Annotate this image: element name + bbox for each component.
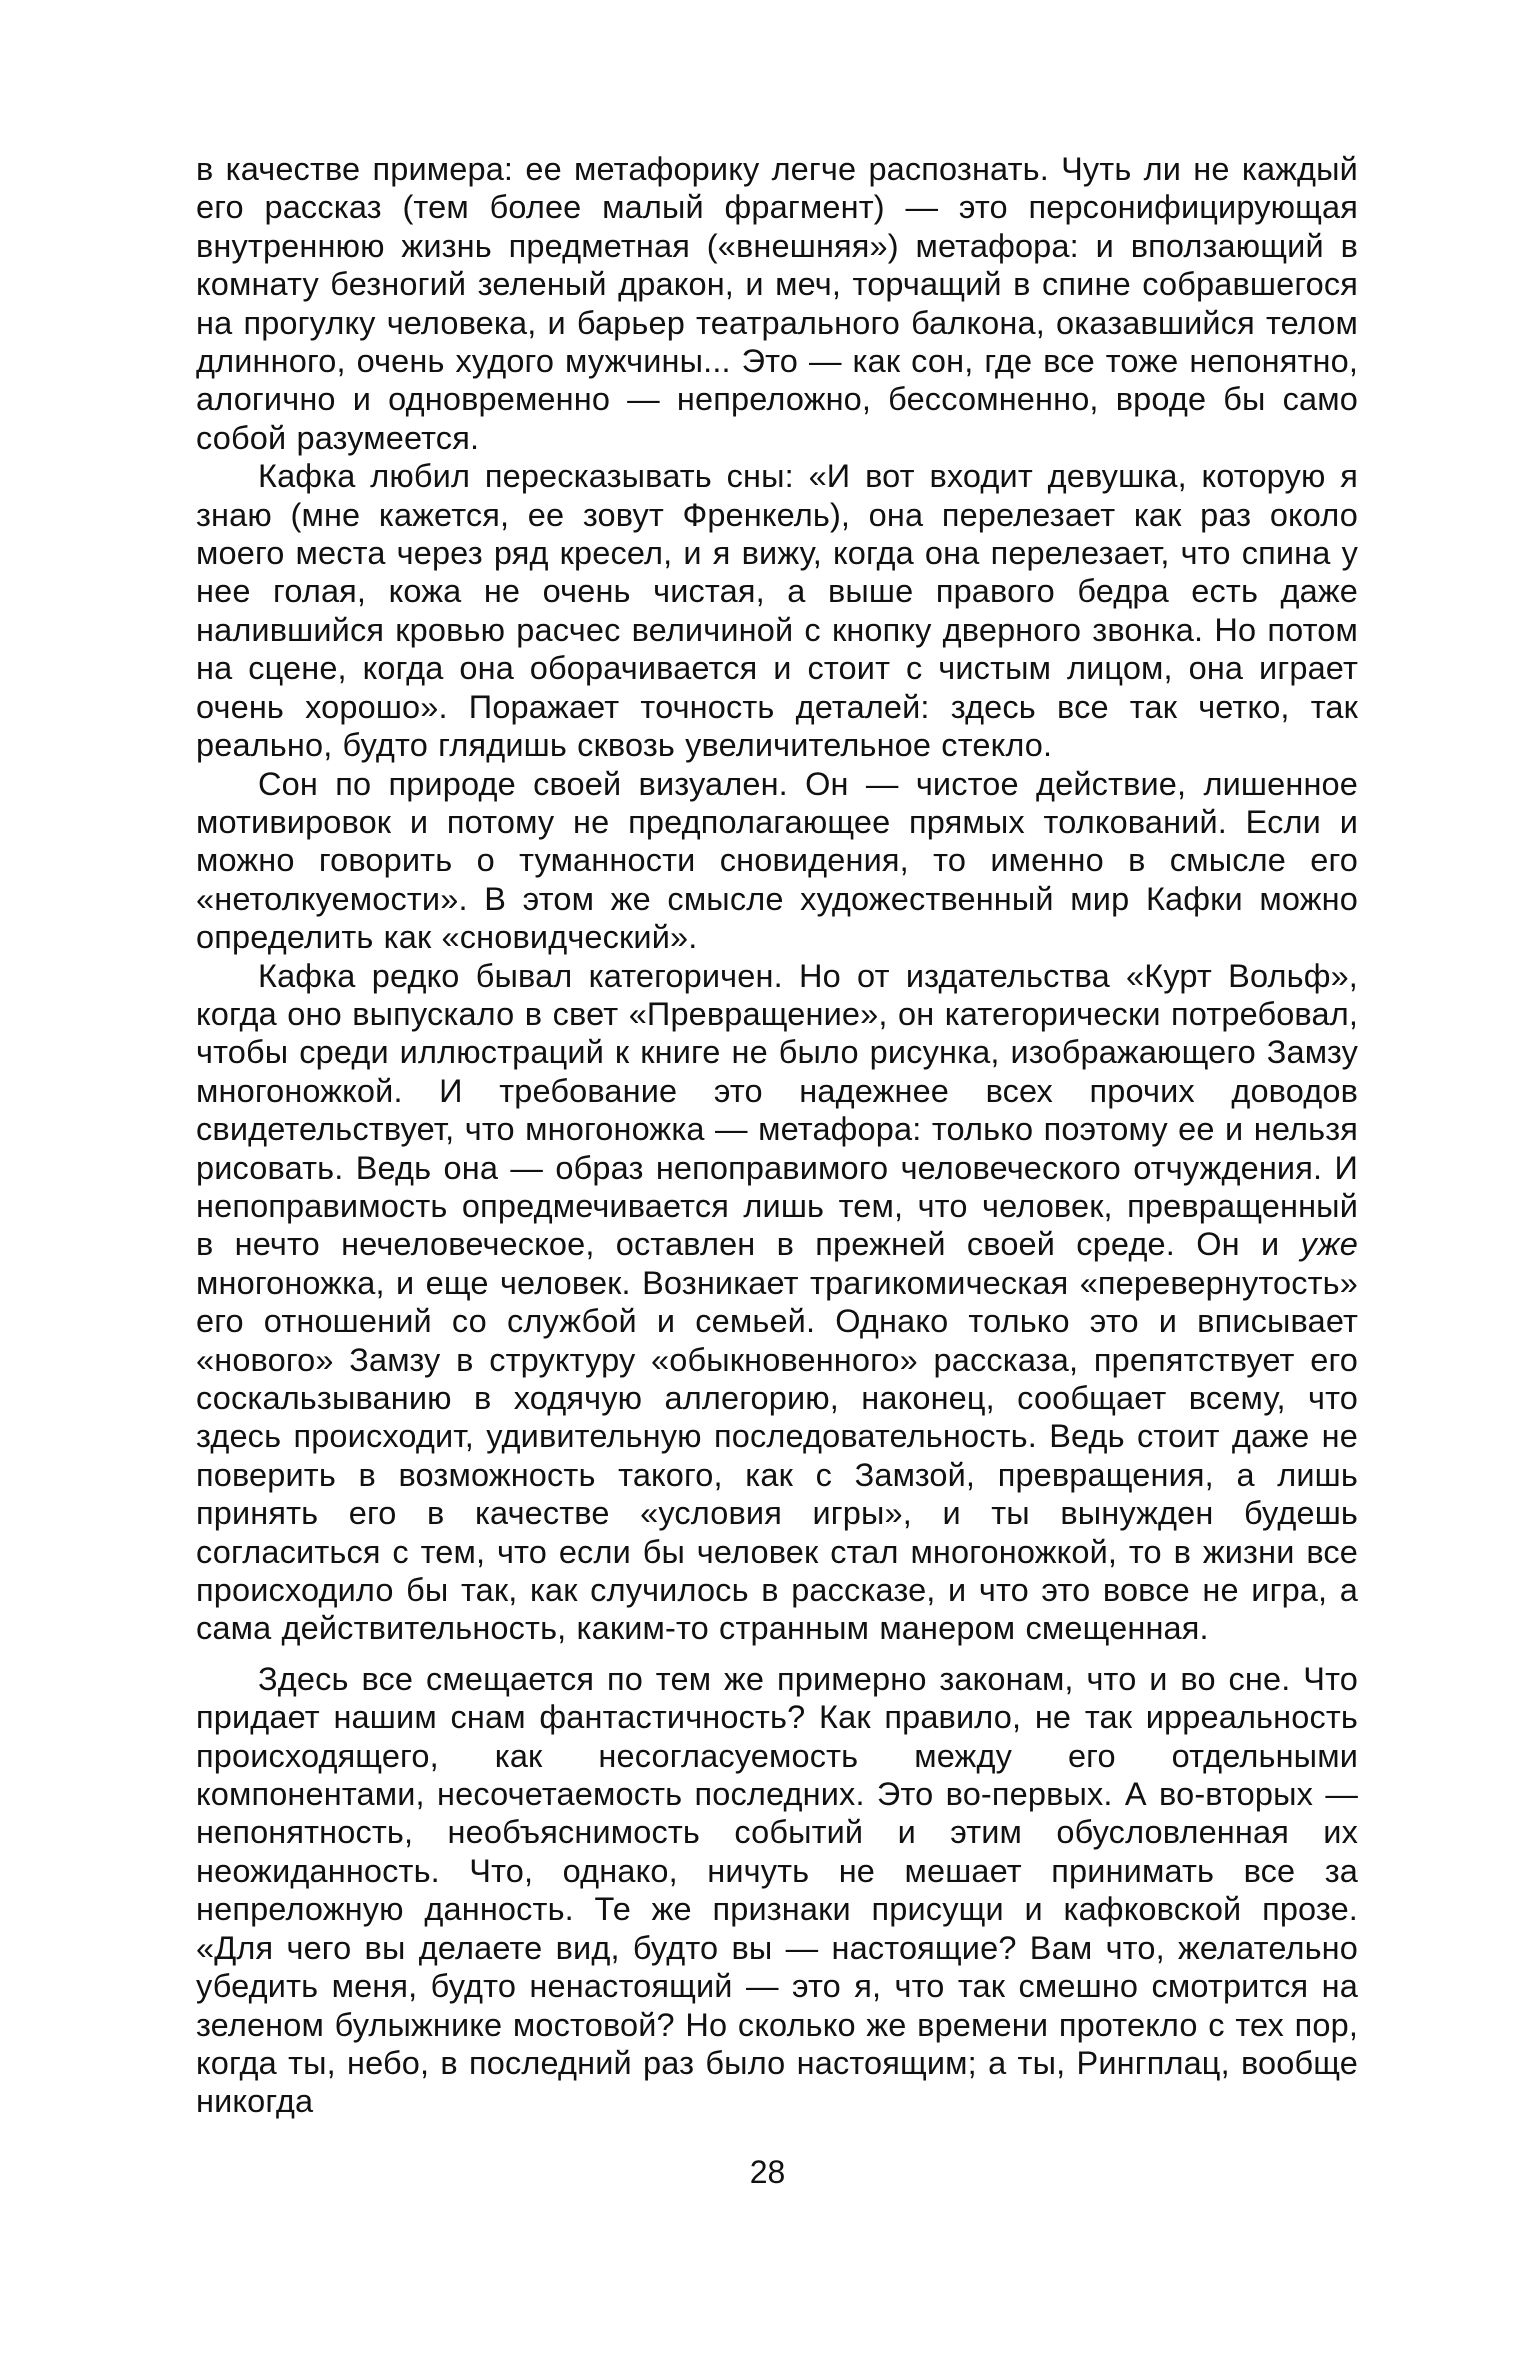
page-number: 28	[749, 2154, 786, 2190]
paragraph-3: Сон по природе своей визуален. Он — чистое действие, лишенное мотивировок и потому не предполагающее прямых толкований. Если и можно говорить о туманности сновидения, то именно в смысле его «нетолкуемости». В этом же смысле художественный мир Кафки можно определить как «сновидческий».	[196, 765, 1358, 956]
paragraph-5: Здесь все смещается по тем же примерно законам, что и во сне. Что придает нашим снам фантастичность? Как правило, не так ирреальность происходящего, как несогласуемость между его отдельными компонентами, несочетаемость последних. Это во-первых. А во-вторых — непонятность, необъяснимость событий и этим обусловленная их неожиданность. Что, однако, ничуть не мешает принимать все за непреложную данность. Те же признаки присущи и кафковской прозе. «Для чего вы делаете вид, будто вы — настоящие? Вам что, желательно убедить меня, будто ненастоящий — это я, что так смешно смотрится на зеленом булыжнике мостовой? Но сколько же времени протекло с тех пор, когда ты, небо, в последний раз было настоящим; а ты, Рингплац, вообще никогда	[196, 1660, 1358, 2120]
paragraph-4: Кафка редко бывал категоричен. Но от издательства «Курт Вольф», когда оно выпускало в свет «Превращение», он категорически потребовал, чтобы среди иллюстраций к книге не было рисунка, изображающего Замзу многоножкой. И требование это надежнее всех прочих доводов свидетельствует, что многоножка — метафора: только поэтому ее и нельзя рисовать. Ведь она — образ непоправимого человеческого отчуждения. И непоправимость опредмечивается лишь тем, что человек, превращенный в нечто нечеловеческое, оставлен в прежней своей среде. Он и уже многоножка, и еще человек. Возникает трагикомическая «перевернутость» его отношений со службой и семьей. Однако только это и вписывает «нового» Замзу в структуру «обыкновенного» рассказа, препятствует его соскальзыванию в ходячую аллегорию, наконец, сообщает всему, что здесь происходит, удивительную последовательность. Ведь стоит даже не поверить в возможность такого, как с Замзой, превращения, а лишь принять его в качестве «условия игры», и ты вынужден будешь согласиться с тем, что если бы человек стал многоножкой, то в жизни все происходило бы так, как случилось в рассказе, и что это вовсе не игра, а сама действительность, каким-то странным манером смещенная.	[196, 957, 1358, 1647]
emphasis-word: уже	[1300, 1226, 1358, 1263]
paragraph-2: Кафка любил пересказывать сны: «И вот входит девушка, которую я знаю (мне кажется, ее зовут Френкель), она перелезает как раз около моего места через ряд кресел, и я вижу, когда она перелезает, что спина у нее голая, кожа не очень чистая, а выше правого бедра есть даже налившийся кровью расчес величиной с кнопку дверного звонка. Но потом на сцене, когда она оборачивается и стоит с чистым лицом, она играет очень хорошо». Поражает точность деталей: здесь все так четко, так реально, будто глядишь сквозь увеличительное стекло.	[196, 458, 1358, 764]
paragraph-1: в качестве примера: ее метафорику легче распознать. Чуть ли не каждый его рассказ (тем более малый фрагмент) — это персонифицирующая внутреннюю жизнь предметная («внешняя») метафора: и вползающий в комнату безногий зеленый дракон, и меч, торчащий в спине собравшегося на прогулку человека, и барьер театрального балкона, оказавшийся телом длинного, очень худого мужчины... Это — как сон, где все тоже непонятно, алогично и одновременно — непреложно, бессомненно, вроде бы само собой разумеется.	[196, 151, 1358, 456]
document-page	[196, 150, 1358, 2121]
